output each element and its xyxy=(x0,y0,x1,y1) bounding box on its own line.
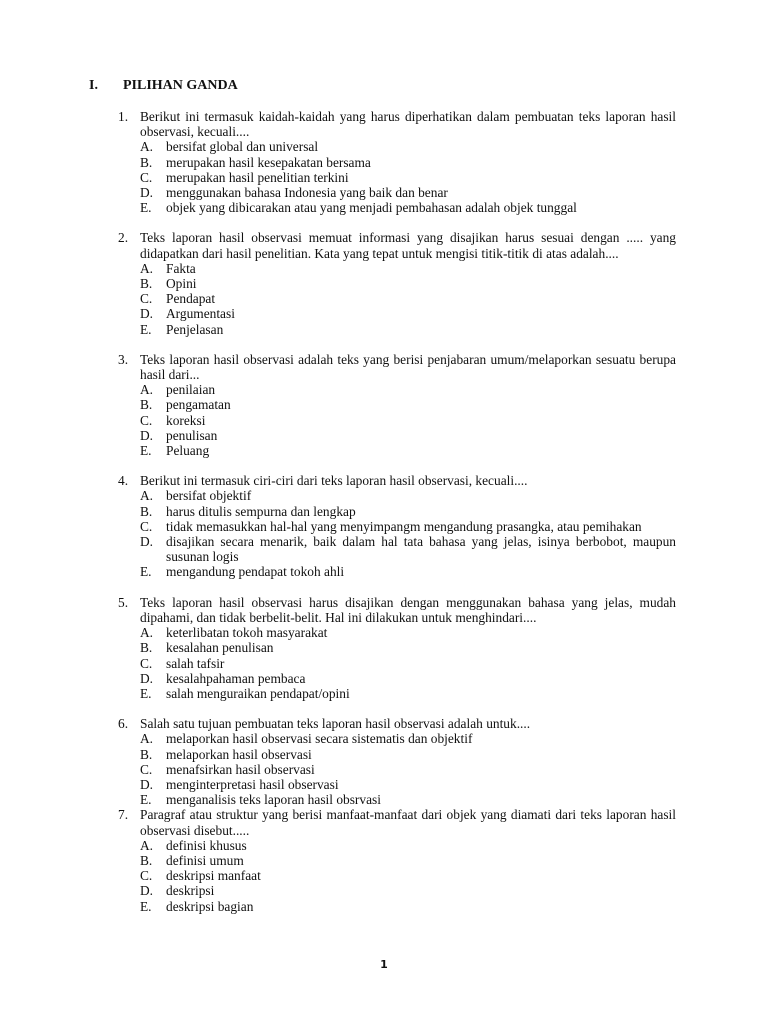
answer-option xyxy=(140,443,676,458)
option-text: Pendapat xyxy=(166,291,216,307)
option-letter: C. xyxy=(140,655,153,671)
question-number: 2. xyxy=(118,230,129,246)
answer-option xyxy=(140,625,676,640)
option-letter: A. xyxy=(140,488,154,504)
option-list xyxy=(118,261,676,337)
option-letter: E. xyxy=(140,200,152,216)
question-stem xyxy=(118,716,676,731)
question-text: Berikut ini termasuk kaidah-kaidah yang harus diperhatikan dalam pembuatan teks laporan hasil observasi, kecuali.... xyxy=(140,109,676,140)
option-text: menginterpretasi hasil observasi xyxy=(166,776,339,792)
option-letter: E. xyxy=(140,443,152,459)
option-text: bersifat objektif xyxy=(166,488,252,504)
option-letter: D. xyxy=(140,883,154,899)
question-text: Teks laporan hasil observasi memuat informasi yang disajikan harus sesuai dengan ..... yang didapatkan dari hasil penelitian. Kata yang tepat untuk mengisi titik-titik di atas adalah.... xyxy=(140,230,676,261)
question-text: Berikut ini termasuk ciri-ciri dari teks laporan hasil observasi, kecuali.... xyxy=(140,473,528,489)
option-list xyxy=(118,625,676,701)
answer-option xyxy=(140,170,676,185)
option-list xyxy=(118,838,676,914)
answer-option xyxy=(140,564,676,579)
section-heading xyxy=(89,78,238,94)
option-text: penilaian xyxy=(166,382,216,398)
question-number: 3. xyxy=(118,351,129,367)
answer-option xyxy=(140,747,676,762)
question-stem xyxy=(118,807,676,837)
option-letter: B. xyxy=(140,397,153,413)
option-letter: B. xyxy=(140,640,153,656)
answer-option xyxy=(140,868,676,883)
question-text: Paragraf atau struktur yang berisi manfaat-manfaat dari objek yang diamati dari teks laporan hasil observasi disebut..... xyxy=(140,807,676,838)
question-2 xyxy=(118,230,676,336)
answer-option xyxy=(140,656,676,671)
question-number: 7. xyxy=(118,807,129,823)
option-letter: C. xyxy=(140,761,153,777)
answer-option xyxy=(140,686,676,701)
option-letter: B. xyxy=(140,276,153,292)
option-text: salah menguraikan pendapat/opini xyxy=(166,685,350,701)
answer-option xyxy=(140,488,676,503)
answer-option xyxy=(140,306,676,321)
option-letter: B. xyxy=(140,852,153,868)
option-text: keterlibatan tokoh masyarakat xyxy=(166,625,328,641)
answer-option xyxy=(140,382,676,397)
option-letter: D. xyxy=(140,427,154,443)
answer-option xyxy=(140,762,676,777)
option-text: merupakan hasil penelitian terkini xyxy=(166,169,349,185)
option-text: definisi khusus xyxy=(166,837,247,853)
answer-option xyxy=(140,428,676,443)
answer-option xyxy=(140,838,676,853)
option-letter: E. xyxy=(140,321,152,337)
option-list xyxy=(118,488,676,579)
option-text: melaporkan hasil observasi secara sistematis dan objektif xyxy=(166,731,473,747)
answer-option xyxy=(140,397,676,412)
option-text: Fakta xyxy=(166,260,196,276)
option-letter: E. xyxy=(140,792,152,808)
option-text: deskripsi bagian xyxy=(166,898,254,914)
option-letter: D. xyxy=(140,670,154,686)
answer-option xyxy=(140,291,676,306)
option-letter: A. xyxy=(140,731,154,747)
answer-option xyxy=(140,413,676,428)
question-6 xyxy=(118,716,676,807)
answer-option xyxy=(140,883,676,898)
question-stem xyxy=(118,595,676,625)
option-list xyxy=(118,731,676,807)
option-letter: D. xyxy=(140,185,154,201)
option-letter: A. xyxy=(140,260,154,276)
option-text: Peluang xyxy=(166,443,210,459)
option-list xyxy=(118,139,676,215)
question-number: 4. xyxy=(118,473,129,489)
option-text: deskripsi xyxy=(166,883,215,899)
option-list xyxy=(118,382,676,458)
option-text: Argumentasi xyxy=(166,306,235,322)
option-letter: B. xyxy=(140,154,153,170)
question-7 xyxy=(118,807,676,913)
option-letter: A. xyxy=(140,837,154,853)
question-text: Salah satu tujuan pembuatan teks laporan hasil observasi adalah untuk.... xyxy=(140,716,531,732)
question-stem xyxy=(118,109,676,139)
answer-option xyxy=(140,671,676,686)
option-text: Penjelasan xyxy=(166,321,224,337)
option-text: salah tafsir xyxy=(166,655,225,671)
option-letter: D. xyxy=(140,534,154,550)
option-text: pengamatan xyxy=(166,397,231,413)
option-letter: B. xyxy=(140,503,153,519)
answer-option xyxy=(140,139,676,154)
question-4 xyxy=(118,473,676,579)
section-number: I. xyxy=(89,78,98,93)
question-number: 1. xyxy=(118,109,129,124)
option-text: mengandung pendapat tokoh ahli xyxy=(166,564,345,580)
answer-option xyxy=(140,519,676,534)
question-3 xyxy=(118,352,676,458)
option-letter: A. xyxy=(140,139,154,155)
question-1 xyxy=(118,109,676,215)
answer-option xyxy=(140,185,676,200)
option-text: deskripsi manfaat xyxy=(166,868,261,884)
answer-option xyxy=(140,276,676,291)
answer-option xyxy=(140,899,676,914)
question-number: 6. xyxy=(118,716,129,732)
answer-option xyxy=(140,853,676,868)
option-text: koreksi xyxy=(166,412,206,428)
option-text: merupakan hasil kesepakatan bersama xyxy=(166,154,371,170)
option-text: penulisan xyxy=(166,427,218,443)
question-number: 5. xyxy=(118,594,129,610)
option-letter: E. xyxy=(140,685,152,701)
option-letter: C. xyxy=(140,291,153,307)
question-5 xyxy=(118,595,676,701)
page-number: 1 xyxy=(380,958,388,971)
answer-option xyxy=(140,777,676,792)
option-letter: A. xyxy=(140,625,154,641)
question-list xyxy=(118,109,676,929)
answer-option xyxy=(140,200,676,215)
option-text: tidak memasukkan hal-hal yang menyimpangm mengandung prasangka, atau pemihakan xyxy=(166,518,642,534)
option-letter: D. xyxy=(140,306,154,322)
answer-option xyxy=(140,534,676,564)
answer-option xyxy=(140,731,676,746)
answer-option xyxy=(140,155,676,170)
option-text: disajikan secara menarik, baik dalam hal tata bahasa yang jelas, isinya berbobot, maupun susunan logis xyxy=(166,534,676,565)
option-letter: A. xyxy=(140,382,154,398)
option-letter: E. xyxy=(140,564,152,580)
option-letter: C. xyxy=(140,169,153,185)
option-letter: C. xyxy=(140,518,153,534)
option-text: objek yang dibicarakan atau yang menjadi pembahasan adalah objek tunggal xyxy=(166,200,577,216)
section-title: PILIHAN GANDA xyxy=(123,78,238,93)
question-stem xyxy=(118,230,676,260)
option-text: harus ditulis sempurna dan lengkap xyxy=(166,503,356,519)
option-letter: C. xyxy=(140,868,153,884)
option-text: Opini xyxy=(166,276,197,292)
option-text: melaporkan hasil observasi xyxy=(166,746,312,762)
answer-option xyxy=(140,322,676,337)
option-text: definisi umum xyxy=(166,852,244,868)
answer-option xyxy=(140,504,676,519)
question-text: Teks laporan hasil observasi harus disajikan dengan menggunakan bahasa yang jelas, mudah dipahami, dan tidak berbelit-belit. Hal ini dilakukan untuk menghindari.... xyxy=(140,594,676,625)
option-letter: E. xyxy=(140,898,152,914)
answer-option xyxy=(140,261,676,276)
question-text: Teks laporan hasil observasi adalah teks yang berisi penjabaran umum/melaporkan sesuatu berupa hasil dari... xyxy=(140,351,676,383)
option-letter: D. xyxy=(140,776,154,792)
option-letter: B. xyxy=(140,746,153,762)
question-stem xyxy=(118,473,676,488)
option-text: menggunakan bahasa Indonesia yang baik dan benar xyxy=(166,185,448,201)
answer-option xyxy=(140,640,676,655)
option-text: bersifat global dan universal xyxy=(166,139,319,155)
option-letter: C. xyxy=(140,412,153,428)
option-text: kesalahan penulisan xyxy=(166,640,274,656)
question-stem xyxy=(118,352,676,382)
answer-option xyxy=(140,792,676,807)
option-text: kesalahpahaman pembaca xyxy=(166,670,306,686)
option-text: menafsirkan hasil observasi xyxy=(166,761,315,777)
option-text: menganalisis teks laporan hasil obsrvasi xyxy=(166,792,381,808)
